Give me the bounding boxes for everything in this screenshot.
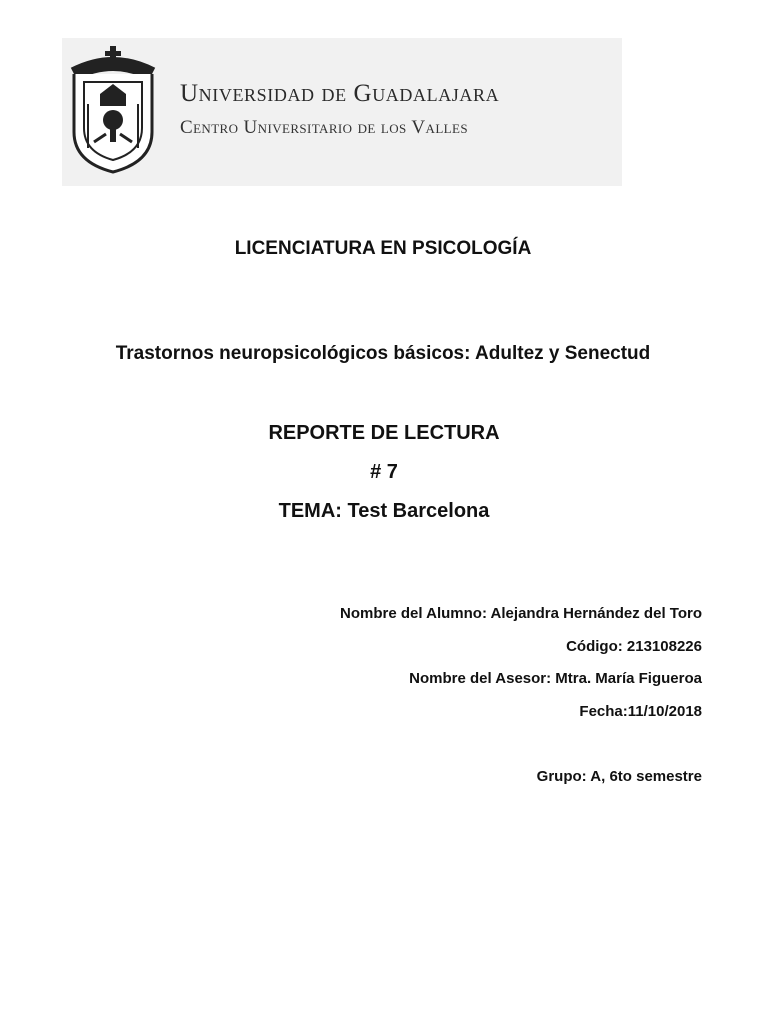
report-date: Fecha:11/10/2018: [579, 703, 702, 720]
degree-title: LICENCIATURA EN PSICOLOGÍA: [234, 238, 532, 259]
report-topic: TEMA: Test Barcelona: [278, 500, 490, 522]
university-seal-logo: [66, 44, 160, 176]
campus-name: Centro Universitario de los Valles: [180, 117, 468, 138]
advisor-name: Nombre del Asesor: Mtra. María Figueroa: [409, 670, 702, 687]
report-title: REPORTE DE LECTURA: [268, 422, 500, 444]
student-code: Código: 213108226: [566, 638, 702, 655]
course-title: Trastornos neuropsicológicos básicos: Adultez y Senectud: [115, 343, 651, 364]
report-number: # 7: [370, 461, 398, 483]
student-name: Nombre del Alumno: Alejandra Hernández del Toro: [340, 605, 702, 622]
university-name: Universidad de Guadalajara: [180, 80, 500, 107]
student-group: Grupo: A, 6to semestre: [536, 768, 702, 785]
